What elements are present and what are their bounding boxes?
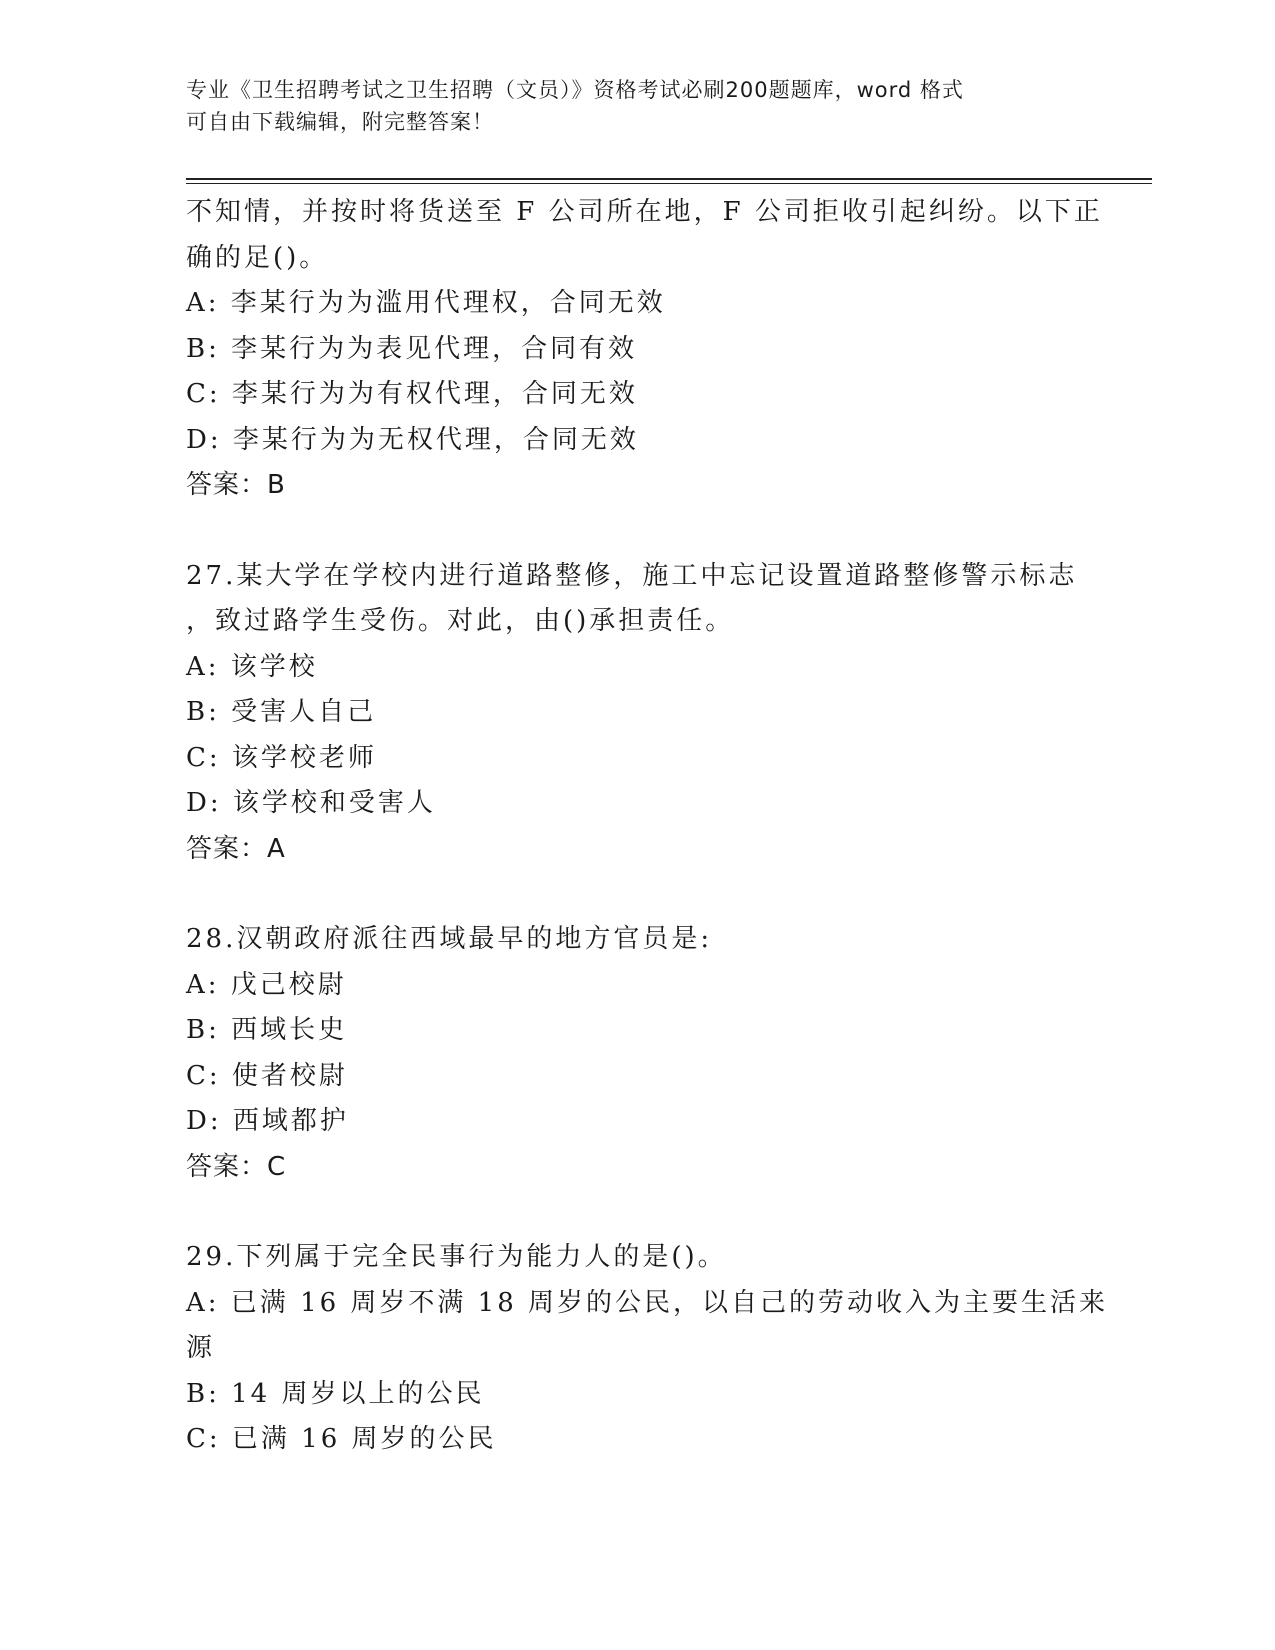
option-a-continued: 源 — [186, 1333, 216, 1363]
question-list — [186, 190, 1146, 1463]
option-a: A: 已满 16 周岁不满 18 周岁的公民，以自己的劳动收入为主要生活来 — [186, 1287, 1109, 1318]
option-c: C: 该学校老师 — [186, 742, 377, 773]
header-rule-thick — [186, 178, 1152, 180]
option-b: B: 李某行为为表见代理，合同有效 — [186, 333, 638, 364]
question-stem-line: 不知情，并按时将货送至 F 公司所在地，F 公司拒收引起纠纷。以下正 — [186, 197, 1103, 227]
answer-label: 答案：C — [186, 1151, 287, 1182]
question-27 — [186, 554, 1146, 873]
page-header — [186, 74, 1086, 138]
question-spacer — [186, 872, 1146, 917]
question-stem-line: 27.某大学在学校内进行道路整修，施工中忘记设置道路整修警示标志 — [186, 560, 1078, 591]
option-b: B: 受害人自己 — [186, 697, 377, 727]
option-d: D: 李某行为为无权代理，合同无效 — [186, 424, 639, 455]
question-28 — [186, 917, 1146, 1190]
answer-label: 答案：B — [186, 470, 286, 500]
header-rule-thin — [186, 183, 1152, 184]
answer-label: 答案：A — [186, 833, 286, 864]
question-stem-line: ，致过路学生受伤。对此，由()承担责任。 — [186, 606, 735, 636]
option-a: A: 戊己校尉 — [186, 969, 347, 1000]
option-d: D: 该学校和受害人 — [186, 788, 436, 818]
option-c: C: 使者校尉 — [186, 1060, 348, 1091]
option-a: A: 该学校 — [186, 651, 318, 682]
question-stem-line: 29.下列属于完全民事行为能力人的是()。 — [186, 1242, 727, 1272]
option-b: B: 14 周岁以上的公民 — [186, 1378, 485, 1409]
option-d: D: 西域都护 — [186, 1106, 349, 1136]
question-stem-line: 确的足()。 — [186, 242, 329, 273]
question-29 — [186, 1235, 1146, 1463]
question-spacer — [186, 509, 1146, 554]
question-26 — [186, 190, 1146, 509]
header-line-1: 专业《卫生招聘考试之卫生招聘（文员）》资格考试必刷200题题库，word 格式 — [186, 78, 964, 102]
option-a: A: 李某行为为滥用代理权，合同无效 — [186, 288, 666, 318]
question-spacer — [186, 1190, 1146, 1235]
option-c: C: 李某行为为有权代理，合同无效 — [186, 379, 638, 409]
header-line-2: 可自由下载编辑，附完整答案！ — [186, 110, 494, 134]
question-stem-line: 28.汉朝政府派往西域最早的地方官员是: — [186, 924, 713, 954]
option-c: C: 已满 16 周岁的公民 — [186, 1424, 497, 1454]
option-b: B: 西域长史 — [186, 1015, 348, 1045]
